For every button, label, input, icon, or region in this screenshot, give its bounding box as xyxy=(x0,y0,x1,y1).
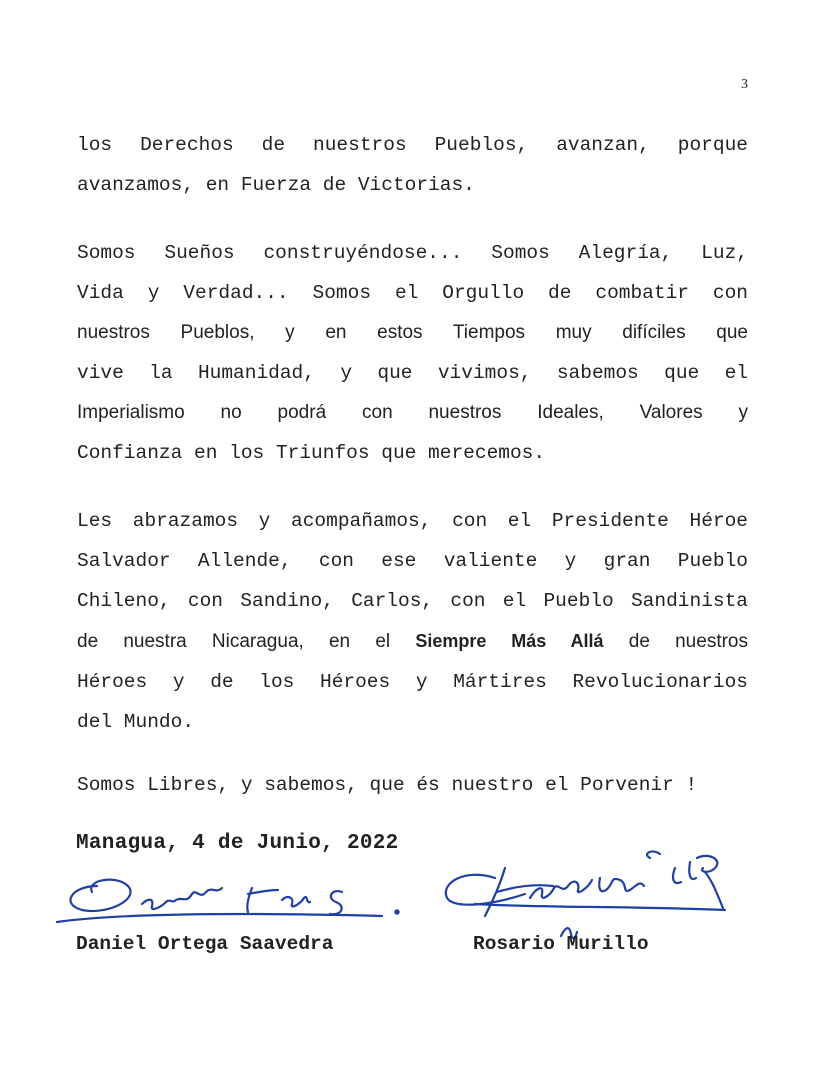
text-line: Vida y Verdad... Somos el Orgullo de combatir con xyxy=(77,282,748,304)
text-segment: de nuestra Nicaragua, en el xyxy=(77,631,416,652)
text-line: Chileno, con Sandino, Carlos, con el Pueblo Sandinista xyxy=(77,590,748,612)
signer-name-right: Rosario Murillo xyxy=(473,933,649,955)
text-line: vive la Humanidad, y que vivimos, sabemos que el xyxy=(77,362,748,384)
paragraph-2 xyxy=(77,233,748,473)
text-line: nuestros Pueblos, y en estos Tiempos muy difíciles que xyxy=(77,322,748,343)
text-line: los Derechos de nuestros Pueblos, avanzan, porque xyxy=(77,134,748,156)
text-line xyxy=(77,621,748,662)
date-line: Managua, 4 de Junio, 2022 xyxy=(76,832,399,855)
text-line: Confianza en los Triunfos que merecemos. xyxy=(77,442,546,464)
signature-right xyxy=(435,838,735,948)
text-line: Somos Sueños construyéndose... Somos Alegría, Luz, xyxy=(77,242,748,264)
signature-left xyxy=(52,864,412,934)
paragraph-1 xyxy=(77,125,748,205)
emphasis-text: Siempre Más Allá xyxy=(415,631,604,651)
text-line: Les abrazamos y acompañamos, con el Presidente Héroe xyxy=(77,510,748,532)
text-line: avanzamos, en Fuerza de Victorias. xyxy=(77,174,475,196)
text-line: Héroes y de los Héroes y Mártires Revolucionarios xyxy=(77,671,748,693)
paragraph-3 xyxy=(77,501,748,742)
text-segment: de nuestros xyxy=(603,631,748,652)
paragraph-4 xyxy=(77,765,748,805)
text-line: Somos Libres, y sabemos, que és nuestro el Porvenir ! xyxy=(77,774,698,796)
text-line: del Mundo. xyxy=(77,711,195,733)
page-number: 3 xyxy=(741,77,748,92)
text-line: Imperialismo no podrá con nuestros Ideales, Valores y xyxy=(77,402,748,423)
signer-name-left: Daniel Ortega Saavedra xyxy=(76,933,334,955)
text-line: Salvador Allende, con ese valiente y gran Pueblo xyxy=(77,550,748,572)
